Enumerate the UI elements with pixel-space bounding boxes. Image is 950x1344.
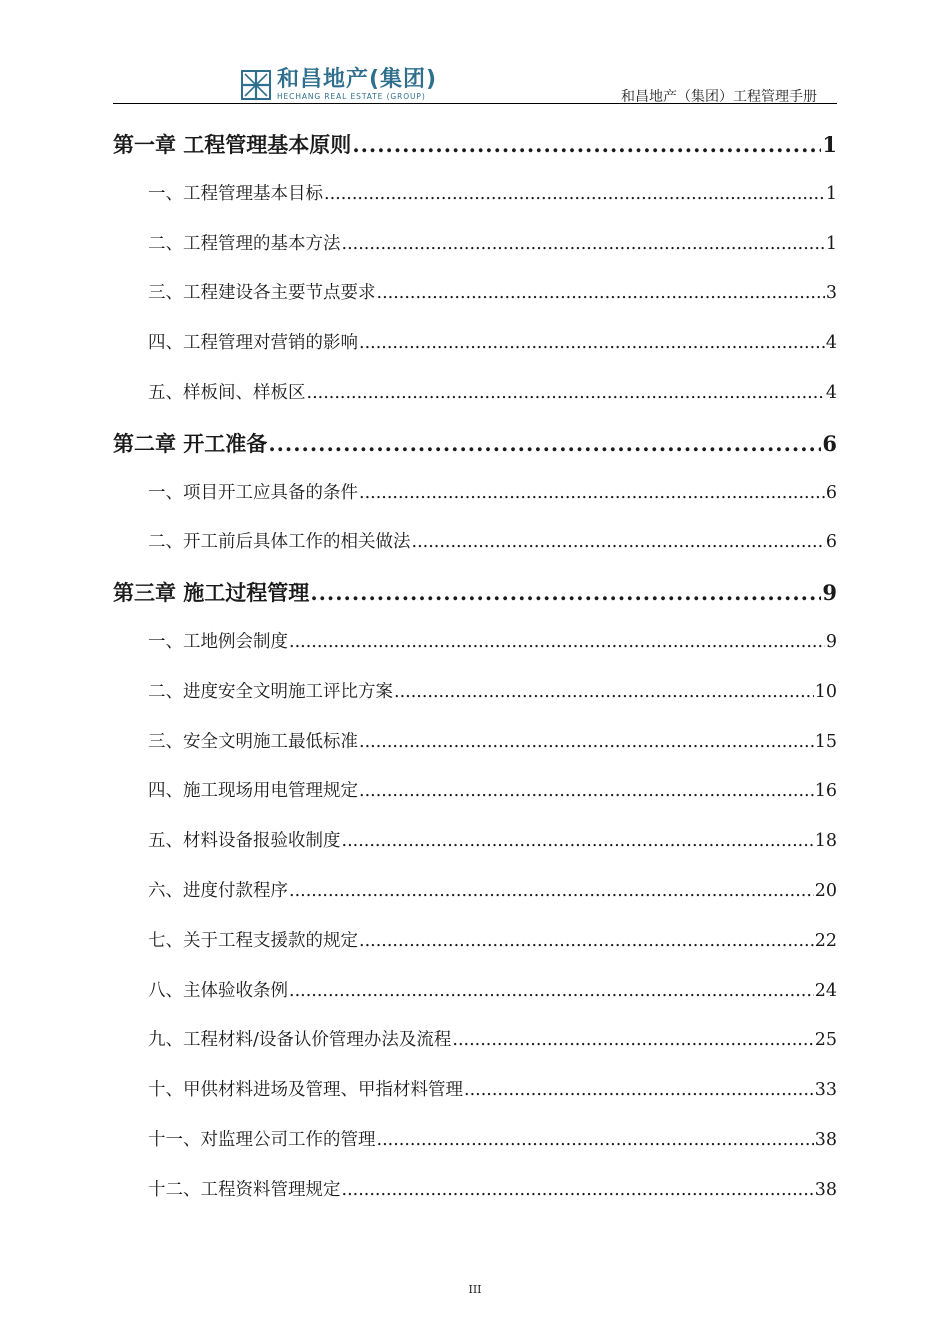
toc-entry-page: 9 — [825, 631, 837, 652]
toc-section-entry[interactable] — [113, 917, 837, 967]
toc-entry-title: 八、主体验收条例 — [148, 980, 288, 1001]
toc-dot-leader — [289, 618, 825, 668]
toc-section-entry[interactable] — [113, 1166, 837, 1216]
toc-entry-title: 二、工程管理的基本方法 — [148, 233, 341, 254]
toc-dot-leader — [342, 1166, 814, 1216]
toc-section-entry[interactable] — [113, 817, 837, 867]
toc-entry-page: 38 — [814, 1129, 837, 1150]
toc-entry-page: 22 — [814, 930, 837, 951]
toc-section-entry[interactable] — [113, 867, 837, 917]
page-header — [113, 62, 837, 104]
toc-entry-title: 第二章 开工准备 — [113, 430, 268, 456]
toc-chapter-entry[interactable] — [113, 568, 837, 618]
toc-entry-page: 6 — [825, 482, 837, 503]
toc-entry-page: 3 — [825, 283, 837, 304]
toc-entry-title: 五、材料设备报验收制度 — [148, 831, 341, 852]
toc-entry-title: 十一、对监理公司工作的管理 — [148, 1129, 376, 1150]
toc-section-entry[interactable] — [113, 269, 837, 319]
toc-entry-title: 一、项目开工应具备的条件 — [148, 482, 358, 503]
toc-dot-leader — [359, 917, 814, 967]
toc-entry-title: 二、开工前后具体工作的相关做法 — [148, 532, 411, 553]
toc-entry-page: 25 — [814, 1030, 837, 1051]
toc-dot-leader — [342, 220, 825, 270]
toc-entry-page: 1 — [825, 183, 837, 204]
toc-entry-page: 24 — [814, 980, 837, 1001]
toc-dot-leader — [342, 817, 814, 867]
toc-entry-title: 一、工地例会制度 — [148, 631, 288, 652]
toc-dot-leader — [394, 668, 814, 718]
toc-section-entry[interactable] — [113, 170, 837, 220]
toc-dot-leader — [268, 419, 821, 469]
toc-entry-title: 第一章 工程管理基本原则 — [113, 132, 352, 157]
toc-entry-title: 四、施工现场用电管理规定 — [148, 781, 358, 802]
toc-dot-leader — [359, 718, 814, 768]
toc-entry-page: 1 — [825, 233, 837, 254]
toc-dot-leader — [307, 369, 825, 419]
toc-dot-leader — [359, 469, 825, 519]
toc-dot-leader — [310, 568, 821, 618]
toc-dot-leader — [464, 1066, 814, 1116]
toc-entry-page: 15 — [814, 731, 837, 752]
toc-dot-leader — [359, 319, 825, 369]
hechang-logo-icon — [241, 70, 271, 100]
toc-section-entry[interactable] — [113, 220, 837, 270]
toc-entry-title: 三、安全文明施工最低标准 — [148, 731, 358, 752]
toc-entry-title: 六、进度付款程序 — [148, 880, 288, 901]
toc-dot-leader — [452, 1016, 813, 1066]
toc-dot-leader — [352, 120, 821, 170]
logo-chinese-text: 和昌地产(集团) — [277, 67, 438, 93]
table-of-contents — [113, 120, 837, 1216]
page-number: III — [468, 1283, 482, 1296]
toc-entry-title: 三、工程建设各主要节点要求 — [148, 283, 376, 304]
toc-dot-leader — [324, 170, 825, 220]
toc-section-entry[interactable] — [113, 668, 837, 718]
toc-section-entry[interactable] — [113, 967, 837, 1017]
toc-entry-page: 1 — [822, 132, 837, 157]
toc-entry-title: 二、进度安全文明施工评比方案 — [148, 681, 393, 702]
toc-entry-page: 18 — [814, 831, 837, 852]
toc-dot-leader — [377, 269, 825, 319]
toc-entry-title: 十、甲供材料进场及管理、甲指材料管理 — [148, 1080, 463, 1101]
toc-entry-page: 16 — [814, 781, 837, 802]
toc-entry-page: 4 — [825, 333, 837, 354]
toc-section-entry[interactable] — [113, 1066, 837, 1116]
toc-chapter-entry[interactable] — [113, 120, 837, 170]
toc-entry-page: 33 — [814, 1080, 837, 1101]
toc-dot-leader — [289, 967, 814, 1017]
toc-section-entry[interactable] — [113, 369, 837, 419]
toc-entry-title: 一、工程管理基本目标 — [148, 183, 323, 204]
toc-entry-title: 五、样板间、样板区 — [148, 382, 306, 403]
toc-dot-leader — [289, 867, 814, 917]
toc-section-entry[interactable] — [113, 469, 837, 519]
toc-entry-page: 6 — [822, 430, 837, 456]
toc-entry-title: 九、工程材料/设备认价管理办法及流程 — [148, 1030, 452, 1051]
toc-section-entry[interactable] — [113, 767, 837, 817]
toc-dot-leader — [377, 1116, 814, 1166]
toc-entry-page: 6 — [825, 532, 837, 553]
toc-section-entry[interactable] — [113, 319, 837, 369]
toc-entry-page: 20 — [814, 880, 837, 901]
toc-entry-page: 10 — [814, 681, 837, 702]
document-title: 和昌地产（集团）工程管理手册 — [621, 89, 817, 105]
logo-english-text: HECHANG REAL ESTATE (GROUP) — [277, 92, 426, 102]
toc-entry-title: 第三章 施工过程管理 — [113, 580, 310, 606]
toc-entry-title: 十二、工程资料管理规定 — [148, 1179, 341, 1200]
company-logo — [241, 69, 437, 101]
toc-section-entry[interactable] — [113, 1016, 837, 1066]
toc-chapter-entry[interactable] — [113, 419, 837, 469]
toc-section-entry[interactable] — [113, 718, 837, 768]
toc-section-entry[interactable] — [113, 618, 837, 668]
toc-dot-leader — [412, 518, 825, 568]
toc-entry-title: 七、关于工程支援款的规定 — [148, 930, 358, 951]
toc-section-entry[interactable] — [113, 518, 837, 568]
toc-entry-page: 9 — [822, 580, 837, 606]
toc-entry-title: 四、工程管理对营销的影响 — [148, 333, 358, 354]
header-divider — [113, 103, 837, 104]
toc-entry-page: 4 — [825, 382, 837, 403]
toc-entry-page: 38 — [814, 1179, 837, 1200]
toc-dot-leader — [359, 767, 814, 817]
toc-section-entry[interactable] — [113, 1116, 837, 1166]
